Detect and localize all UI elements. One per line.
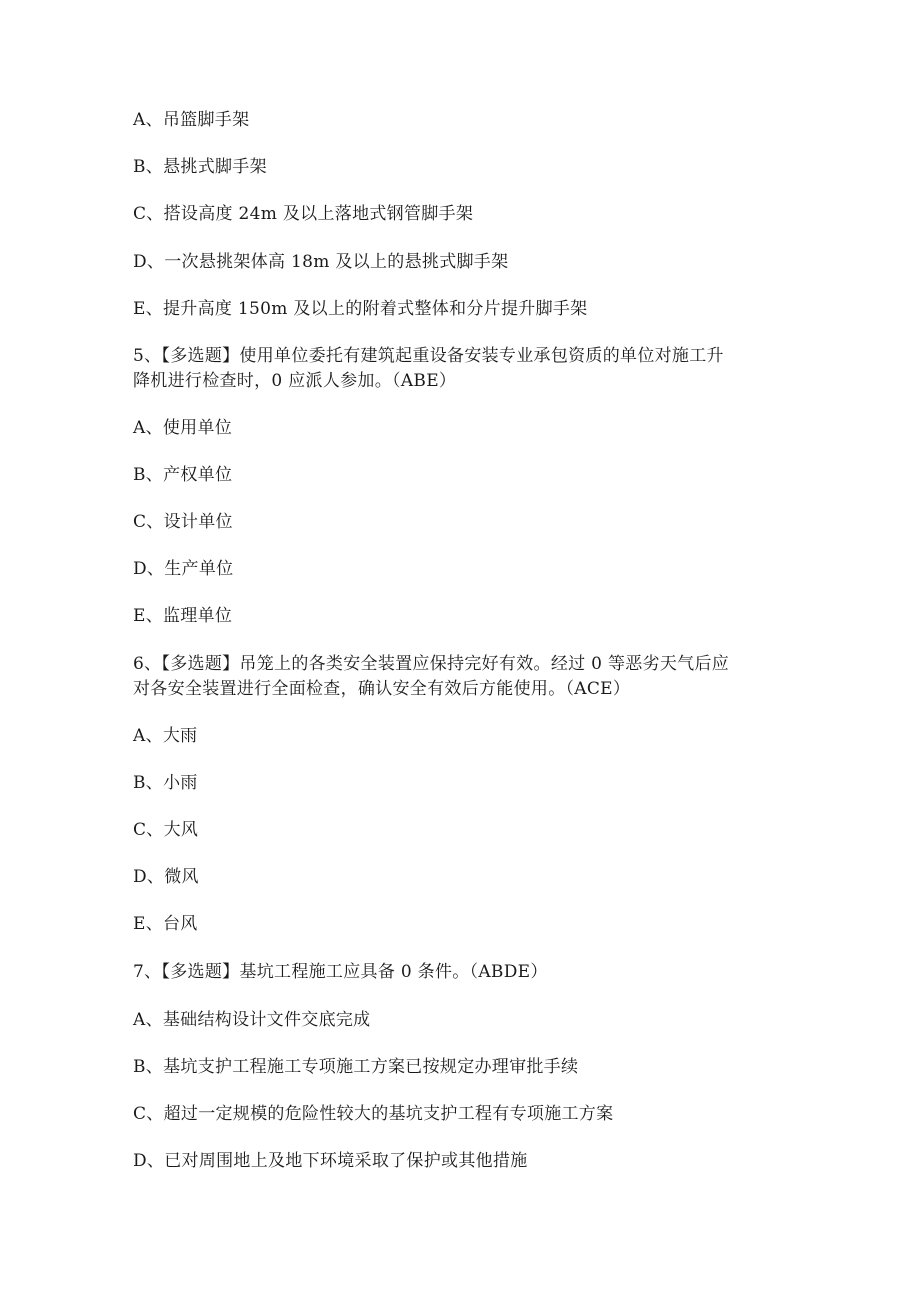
- q5-option-e: E、监理单位: [133, 606, 233, 626]
- question-6-line-2: 对各安全装置进行全面检查，确认安全有效后方能使用。（ACE）: [133, 679, 631, 699]
- question-6-line-1: 6、【多选题】吊笼上的各类安全装置应保持完好有效。经过 0 等恶劣天气后应: [133, 654, 730, 674]
- question-7: 7、【多选题】基坑工程施工应具备 0 条件。（ABDE）: [133, 962, 548, 982]
- q7-option-a: A、基础结构设计文件交底完成: [133, 1010, 371, 1030]
- question-5-line-1: 5、【多选题】使用单位委托有建筑起重设备安装专业承包资质的单位对施工升: [133, 346, 724, 366]
- q7-option-d: D、已对周围地上及地下环境采取了保护或其他措施: [133, 1151, 528, 1171]
- option-a-hanging-basket: A、吊篮脚手架: [133, 110, 250, 130]
- option-e-lifting-scaffold: E、提升高度 150m 及以上的附着式整体和分片提升脚手架: [133, 299, 588, 319]
- q6-option-c: C、大风: [133, 820, 199, 840]
- question-5-line-2: 降机进行检查时，0 应派人参加。（ABE）: [133, 371, 457, 391]
- q7-option-b: B、基坑支护工程施工专项施工方案已按规定办理审批手续: [133, 1057, 579, 1077]
- option-c-steel-pipe: C、搭设高度 24m 及以上落地式钢管脚手架: [133, 204, 474, 224]
- option-b-cantilever: B、悬挑式脚手架: [133, 157, 267, 177]
- option-d-cantilever-18m: D、一次悬挑架体高 18m 及以上的悬挑式脚手架: [133, 252, 509, 272]
- q6-option-e: E、台风: [133, 914, 198, 934]
- q6-option-a: A、大雨: [133, 726, 198, 746]
- q5-option-a: A、使用单位: [133, 418, 233, 438]
- q6-option-d: D、微风: [133, 867, 199, 887]
- q5-option-c: C、设计单位: [133, 512, 233, 532]
- q5-option-b: B、产权单位: [133, 465, 233, 485]
- q5-option-d: D、生产单位: [133, 559, 234, 579]
- q7-option-c: C、超过一定规模的危险性较大的基坑支护工程有专项施工方案: [133, 1104, 614, 1124]
- q6-option-b: B、小雨: [133, 773, 198, 793]
